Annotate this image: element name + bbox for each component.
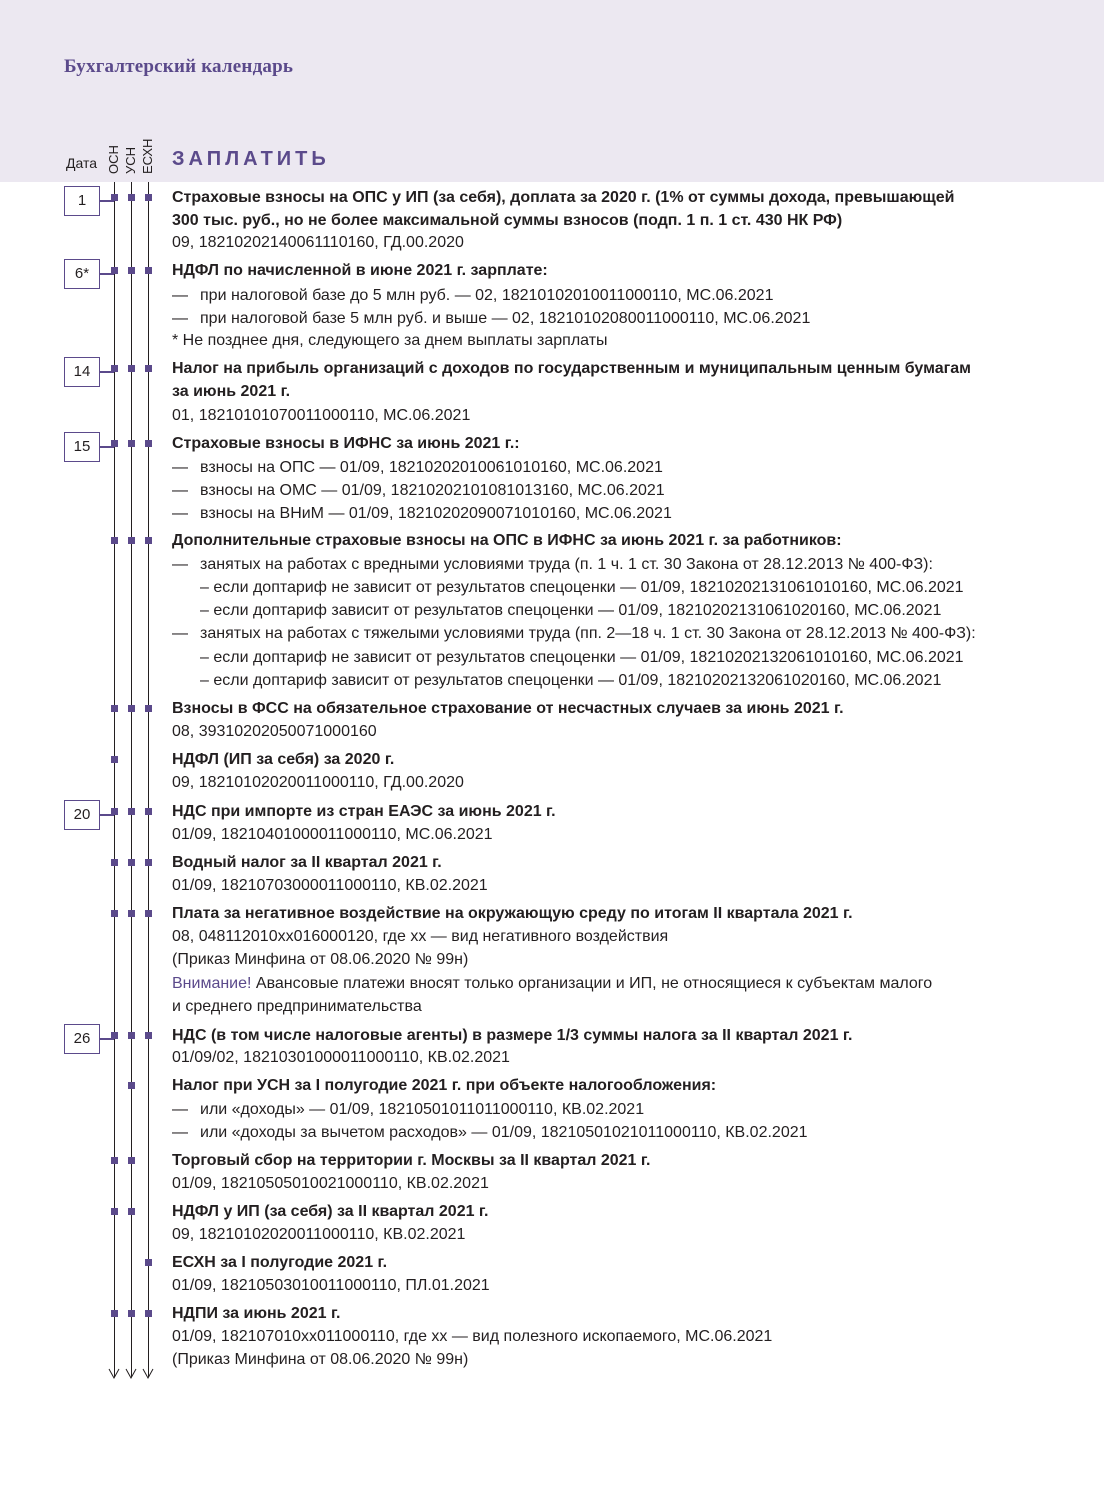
entry-title: Страховые взносы в ИФНС за июнь 2021 г.:: [172, 435, 520, 452]
entry-subitem: или «доходы» — 01/09, 18210501011011000110, КВ.02.2021: [200, 1101, 645, 1118]
entry-codes: 01/09/02, 18210301000011000110, КВ.02.2021: [172, 1049, 510, 1066]
attention-text: и среднего предпринимательства: [172, 998, 422, 1015]
date-box: 6*: [64, 259, 100, 289]
entry-title: Налог при УСН за I полугодие 2021 г. при объекте налогообложения:: [172, 1077, 717, 1094]
entry-note: (Приказ Минфина от 08.06.2020 № 99н): [172, 951, 469, 968]
osn-timeline: [114, 182, 115, 1377]
eshn-arrow-down-icon: [142, 1366, 154, 1380]
column-header-date: Дата: [66, 155, 98, 171]
usn-marker: [128, 705, 135, 712]
eshn-marker: [145, 1259, 152, 1266]
osn-marker: [111, 859, 118, 866]
eshn-marker: [145, 267, 152, 274]
entry-subitem: при налоговой базе до 5 млн руб. — 02, 18210102010011000110, МС.06.2021: [200, 287, 774, 304]
dash-bullet: —: [172, 459, 188, 476]
entry-subitem: занятых на работах с вредными условиями труда (п. 1 ч. 1 ст. 30 Закона от 28.12.2013 № 400-ФЗ):: [200, 556, 933, 573]
eshn-marker: [145, 910, 152, 917]
eshn-marker: [145, 440, 152, 447]
dash-bullet: —: [172, 1124, 188, 1141]
eshn-marker: [145, 808, 152, 815]
entry-title: Дополнительные страховые взносы на ОПС в ИФНС за июнь 2021 г. за работников:: [172, 532, 842, 549]
attention-note: [172, 972, 932, 995]
entry-codes: 01/09, 18210505010021000110, КВ.02.2021: [172, 1175, 489, 1192]
entry-codes: 08, 048112010хх016000120, где хх — вид негативного воздействия: [172, 928, 669, 945]
entry-title: НДС при импорте из стран ЕАЭС за июнь 2021 г.: [172, 803, 556, 820]
entry-codes: 09, 18210202140061110160, ГД.00.2020: [172, 234, 464, 251]
eshn-marker: [145, 1032, 152, 1039]
osn-marker: [111, 537, 118, 544]
doc-title: Бухгалтерский календарь: [64, 56, 294, 77]
usn-arrow-down-icon: [125, 1366, 137, 1380]
entry-codes: 09, 18210102020011000110, ГД.00.2020: [172, 774, 464, 791]
entry-subitem: или «доходы за вычетом расходов» — 01/09, 18210501021011000110, КВ.02.2021: [200, 1124, 808, 1141]
column-header-eshn: ЕСХН: [140, 138, 155, 174]
entry-subitem: – если доптариф зависит от результатов спецоценки — 01/09, 18210202132061020160, МС.06.2021: [200, 672, 942, 689]
osn-marker: [111, 756, 118, 763]
dash-bullet: —: [172, 1101, 188, 1118]
dash-bullet: —: [172, 625, 188, 642]
entry-title: Страховые взносы на ОПС у ИП (за себя), доплата за 2020 г. (1% от суммы дохода, превышающей: [172, 189, 955, 206]
dash-bullet: —: [172, 482, 188, 499]
usn-marker: [128, 1157, 135, 1164]
osn-marker: [111, 910, 118, 917]
entry-title: НДФЛ (ИП за себя) за 2020 г.: [172, 751, 395, 768]
entry-title: НДС (в том числе налоговые агенты) в размере 1/3 суммы налога за II квартал 2021 г.: [172, 1027, 853, 1044]
osn-marker: [111, 1208, 118, 1215]
entry-codes: 01/09, 18210703000011000110, КВ.02.2021: [172, 877, 488, 894]
osn-marker: [111, 365, 118, 372]
entry-title: Водный налог за II квартал 2021 г.: [172, 854, 442, 871]
attention-text: Авансовые платежи вносят только организации и ИП, не относящиеся к субъектам малого: [251, 975, 933, 992]
osn-marker: [111, 808, 118, 815]
entry-title: НДПИ за июнь 2021 г.: [172, 1305, 341, 1322]
eshn-marker: [145, 194, 152, 201]
entry-codes: 01/09, 18210401000011000110, МС.06.2021: [172, 826, 493, 843]
eshn-marker: [145, 365, 152, 372]
section-title: ЗАПЛАТИТЬ: [172, 148, 330, 170]
usn-marker: [128, 365, 135, 372]
osn-marker: [111, 1032, 118, 1039]
entry-codes: 01/09, 182107010хх011000110, где хх — вид полезного ископаемого, МС.06.2021: [172, 1328, 773, 1345]
entry-subitem: взносы на ОМС — 01/09, 18210202101081013160, МС.06.2021: [200, 482, 665, 499]
usn-marker: [128, 440, 135, 447]
entry-subitem: – если доптариф не зависит от результатов спецоценки — 01/09, 18210202132061010160, МС.06.2021: [200, 649, 964, 666]
date-box: 15: [64, 432, 100, 462]
date-box: 20: [64, 800, 100, 830]
osn-marker: [111, 267, 118, 274]
entry-title: Налог на прибыль организаций с доходов по государственным и муниципальным ценным бумагам: [172, 360, 972, 377]
eshn-marker: [145, 1310, 152, 1317]
date-box: 1: [64, 186, 100, 216]
attention-label: Внимание!: [172, 975, 252, 992]
eshn-timeline: [148, 182, 149, 1377]
osn-marker: [111, 705, 118, 712]
entry-codes: 01, 18210101070011000110, МС.06.2021: [172, 407, 471, 424]
entry-codes: 09, 18210102020011000110, КВ.02.2021: [172, 1226, 466, 1243]
column-header-usn: УСН: [123, 146, 138, 174]
dash-bullet: —: [172, 287, 188, 304]
entry-title: Взносы в ФСС на обязательное страхование от несчастных случаев за июнь 2021 г.: [172, 700, 844, 717]
entry-subitem: занятых на работах с тяжелыми условиями труда (пп. 2—18 ч. 1 ст. 30 Закона от 28.12.2013 № 400-ФЗ):: [200, 625, 976, 642]
entry-note: * Не позднее дня, следующего за днем выплаты зарплаты: [172, 332, 608, 349]
entry-title: 300 тыс. руб., но не более максимальной суммы взносов (подп. 1 п. 1 ст. 430 НК РФ): [172, 212, 843, 229]
usn-marker: [128, 537, 135, 544]
column-header-osn: ОСН: [106, 145, 121, 174]
usn-marker: [128, 859, 135, 866]
entry-title: НДФЛ по начисленной в июне 2021 г. зарплате:: [172, 262, 548, 279]
osn-marker: [111, 1157, 118, 1164]
entry-codes: 08, 39310202050071000160: [172, 723, 377, 740]
entry-title: Плата за негативное воздействие на окружающую среду по итогам II квартала 2021 г.: [172, 905, 853, 922]
eshn-marker: [145, 705, 152, 712]
entry-subitem: взносы на ОПС — 01/09, 18210202010061010160, МС.06.2021: [200, 459, 663, 476]
entry-title: ЕСХН за I полугодие 2021 г.: [172, 1254, 388, 1271]
entry-subitem: при налоговой базе 5 млн руб. и выше — 02, 18210102080011000110, МС.06.2021: [200, 310, 811, 327]
usn-marker: [128, 808, 135, 815]
usn-marker: [128, 910, 135, 917]
date-box: 26: [64, 1024, 100, 1054]
osn-marker: [111, 440, 118, 447]
header-band: [0, 0, 1104, 182]
entry-subitem: взносы на ВНиМ — 01/09, 18210202090071010160, МС.06.2021: [200, 505, 672, 522]
usn-timeline: [131, 182, 132, 1377]
entry-codes: 01/09, 18210503010011000110, ПЛ.01.2021: [172, 1277, 490, 1294]
osn-arrow-down-icon: [108, 1366, 120, 1380]
eshn-marker: [145, 859, 152, 866]
usn-marker: [128, 1310, 135, 1317]
usn-marker: [128, 1208, 135, 1215]
entry-note: (Приказ Минфина от 08.06.2020 № 99н): [172, 1351, 469, 1368]
dash-bullet: —: [172, 310, 188, 327]
usn-marker: [128, 267, 135, 274]
usn-marker: [128, 194, 135, 201]
entry-subitem: – если доптариф не зависит от результатов спецоценки — 01/09, 18210202131061010160, МС.06.2021: [200, 579, 964, 596]
dash-bullet: —: [172, 556, 188, 573]
entry-title: НДФЛ у ИП (за себя) за II квартал 2021 г.: [172, 1203, 489, 1220]
eshn-marker: [145, 537, 152, 544]
osn-marker: [111, 1310, 118, 1317]
dash-bullet: —: [172, 505, 188, 522]
entry-title: за июнь 2021 г.: [172, 383, 291, 400]
osn-marker: [111, 194, 118, 201]
usn-marker: [128, 1082, 135, 1089]
usn-marker: [128, 1032, 135, 1039]
date-box: 14: [64, 357, 100, 387]
entry-subitem: – если доптариф зависит от результатов спецоценки — 01/09, 18210202131061020160, МС.06.2021: [200, 602, 942, 619]
entry-title: Торговый сбор на территории г. Москвы за II квартал 2021 г.: [172, 1152, 651, 1169]
